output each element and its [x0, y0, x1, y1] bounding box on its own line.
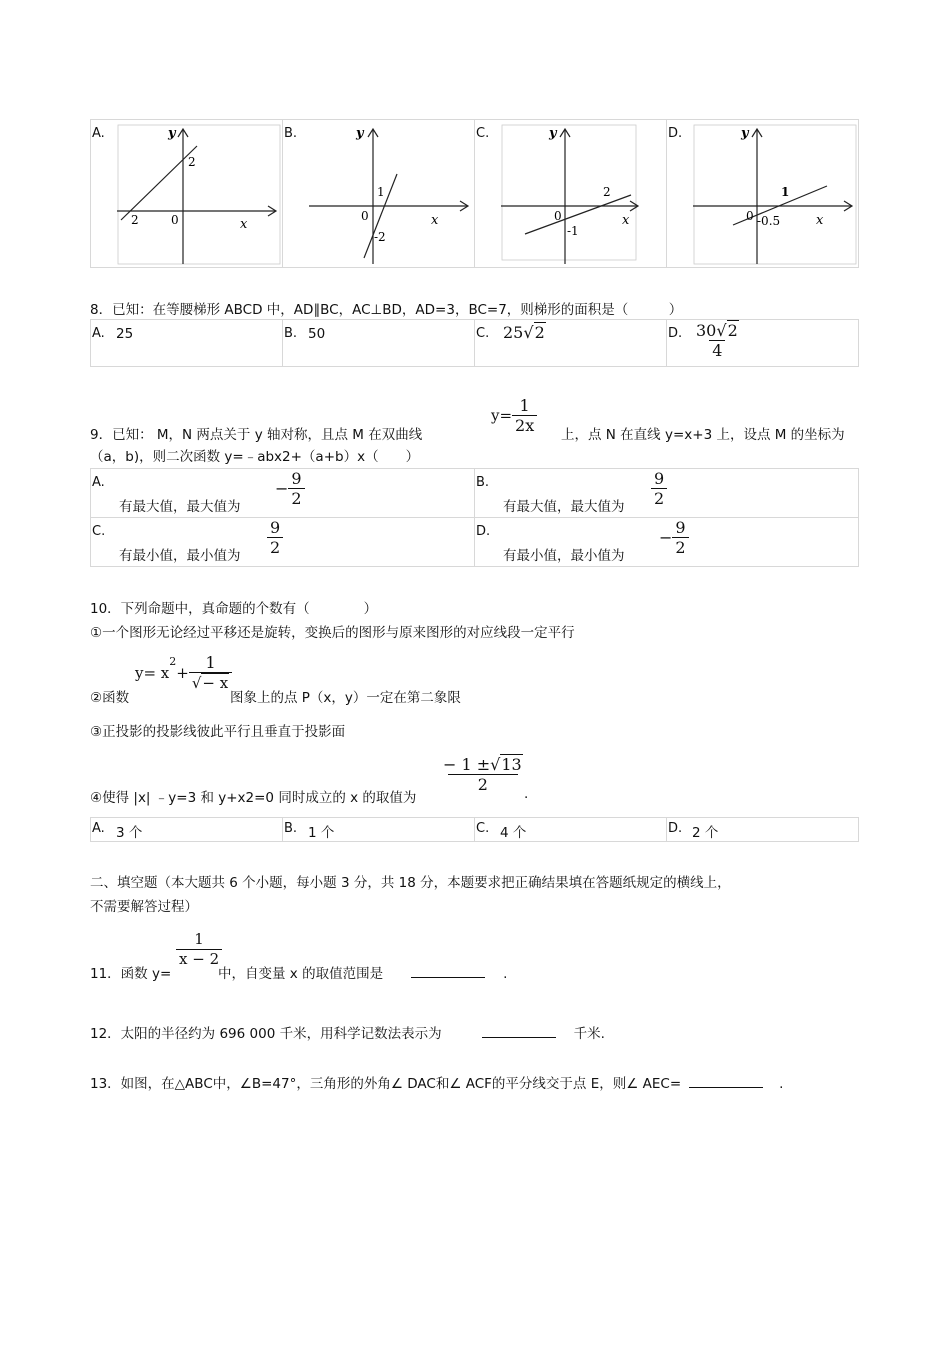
graph-frame: [694, 125, 856, 264]
q13-answer-blank[interactable]: [689, 1075, 763, 1088]
denominator: √− x: [189, 672, 232, 693]
q7-option-a[interactable]: [91, 120, 283, 268]
numerator: − 1 ±√13: [443, 755, 522, 774]
q10-option-a[interactable]: [91, 818, 283, 842]
fraction: [651, 469, 667, 508]
fraction: [288, 469, 304, 508]
q10-option-d[interactable]: [667, 818, 859, 842]
q9-stem-b: 上，点 N 在直线 y=x+3 上，设点 M 的坐标为: [561, 427, 845, 443]
q7-option-b[interactable]: [283, 120, 475, 268]
fraction: [267, 518, 283, 557]
q10-statement-4-post: .: [524, 786, 529, 802]
denominator: 2: [672, 537, 688, 557]
function-fraction: [189, 653, 232, 693]
origin-label: 0: [746, 209, 754, 223]
section-2-heading-line-2: 不需要解答过程）: [90, 899, 198, 915]
q11-mid-text: 中，自变量 x 的取值范围是: [218, 966, 384, 982]
y-intercept-label: -1: [567, 224, 579, 238]
q11-mid: [218, 962, 507, 982]
q11-answer-blank[interactable]: [411, 965, 485, 978]
option-value: 2 个: [692, 825, 719, 841]
option-label: D.: [668, 821, 683, 836]
x-intercept-label: 2: [131, 213, 139, 227]
option-text: 有最小值，最小值为: [503, 548, 625, 564]
q9-option-d[interactable]: [475, 518, 859, 567]
q10-statement-4-pre: ④使得 |x| ﹣y=3 和 y+x2=0 同时成立的 x 的取值为: [90, 790, 417, 806]
q9-stem-a: 9．已知： M，N 两点关于 y 轴对称，且点 M 在双曲线: [90, 427, 423, 443]
numerator: 1: [519, 396, 530, 415]
option-value: 50: [308, 326, 326, 342]
q7-option-c[interactable]: [475, 120, 667, 268]
graph-b: [307, 124, 474, 266]
y-intercept-label: 2: [188, 155, 196, 169]
q11-pre: 11．函数 y=: [90, 966, 172, 982]
numerator: 9: [270, 518, 281, 537]
q10-options-table: [90, 817, 859, 842]
q10-statement-4-fraction: [440, 754, 526, 794]
q11-post: .: [503, 966, 508, 982]
numerator: 9: [654, 469, 665, 488]
option-label: B.: [476, 475, 490, 490]
option-label: D.: [668, 326, 683, 341]
x-label: x: [431, 213, 439, 228]
denominator: 2: [267, 537, 283, 557]
q10-stem: 10．下列命题中，真命题的个数有（ ）: [90, 601, 378, 617]
function-lhs: y= x: [135, 664, 170, 682]
option-value: [267, 518, 283, 557]
q8-option-a[interactable]: [91, 320, 283, 367]
x-intercept-label: -0.5: [757, 214, 781, 228]
q10-option-c[interactable]: [475, 818, 667, 842]
x-label: x: [622, 213, 630, 228]
q12-answer-blank[interactable]: [482, 1025, 556, 1038]
numerator: 30√2: [696, 321, 738, 340]
option-label: D.: [476, 524, 491, 539]
q13-line: [90, 1072, 783, 1092]
option-value: [651, 469, 667, 508]
numerator: 1: [194, 930, 204, 948]
q9-hyperbola: [491, 396, 537, 435]
hyperbola-fraction: [512, 396, 537, 435]
denominator: 4: [709, 340, 725, 360]
graph-d: [691, 124, 858, 266]
q12-post: 千米.: [573, 1026, 605, 1042]
coefficient: 25: [503, 323, 524, 342]
option-value: [659, 518, 689, 557]
option-value: [275, 469, 305, 508]
option-label: A.: [92, 326, 105, 341]
denominator: x − 2: [176, 949, 222, 969]
option-value: 4 个: [500, 825, 527, 841]
option-text: 有最大值，最大值为: [119, 499, 241, 515]
graph-frame: [502, 125, 636, 260]
option-label: B.: [284, 821, 298, 836]
q13-post: .: [779, 1076, 784, 1092]
q8-option-b[interactable]: [283, 320, 475, 367]
y-intercept-label: 1: [781, 185, 790, 199]
option-label: B.: [284, 326, 298, 341]
hyperbola-lhs: y=: [491, 406, 513, 425]
numerator: 1: [205, 653, 216, 672]
q9-option-c[interactable]: [91, 518, 475, 567]
radicand: 2: [534, 323, 545, 342]
option-label: A.: [92, 126, 105, 141]
q8-stem: 8．已知：在等腰梯形 ABCD 中，AD∥BC，AC⊥BD，AD=3，BC=7，则梯形的面积是（ ）: [90, 302, 683, 318]
coefficient: 30: [696, 321, 717, 340]
numerator-prefix: − 1 ±: [443, 755, 491, 774]
option-label: C.: [476, 821, 490, 836]
option-value: 3 个: [116, 825, 143, 841]
fraction: [672, 518, 688, 557]
q10-statement-2-function: [135, 653, 232, 693]
option-fraction: [693, 320, 742, 360]
q9-stem-c: （a，b)，则二次函数 y=﹣abx2+（a+b）x（ ）: [90, 449, 420, 465]
graph-c: [499, 124, 666, 266]
numerator: 9: [291, 469, 302, 488]
x-intercept-label: 2: [603, 185, 611, 199]
q12-line: [90, 1022, 605, 1042]
q7-options-table: [90, 119, 859, 268]
x-label: x: [240, 217, 248, 232]
graph-a: [115, 124, 282, 266]
plus-sign: +: [176, 664, 189, 682]
sign: −: [275, 479, 289, 498]
q10-statement-2-post: 图象上的点 P（x，y）一定在第二象限: [230, 690, 461, 706]
q9-option-b[interactable]: [475, 469, 859, 518]
y-intercept-label: 1: [377, 185, 385, 199]
q9-options-table: [90, 468, 859, 567]
q13-pre: 13．如图，在△ABC中，∠B=47°，三角形的外角∠ DAC和∠ ACF的平分线交于点 E，则∠ AEC=: [90, 1076, 682, 1092]
y-label: y: [356, 126, 364, 141]
option-label: C.: [92, 524, 106, 539]
y-label: y: [549, 126, 557, 141]
sqrt-sign: √: [523, 323, 534, 342]
q7-option-d[interactable]: [667, 120, 859, 268]
option-value: 25: [116, 326, 134, 342]
q11-fraction: [176, 930, 222, 969]
sign: −: [659, 528, 673, 547]
denominator: 2: [448, 774, 518, 794]
exponent: 2: [169, 655, 177, 668]
option-label: B.: [284, 126, 298, 141]
option-text: 有最小值，最小值为: [119, 548, 241, 564]
radicand: 2: [727, 321, 738, 340]
q10-statement-1: ①一个图形无论经过平移还是旋转，变换后的图形与原来图形的对应线段一定平行: [90, 625, 575, 641]
denominator: 2: [288, 488, 304, 508]
denominator: 2: [651, 488, 667, 508]
q8-option-d[interactable]: [667, 320, 859, 367]
q10-statement-2-pre: ②函数: [90, 690, 130, 706]
q9-option-a[interactable]: [91, 469, 475, 518]
graph-frame: [118, 125, 280, 264]
origin-label: 0: [361, 209, 369, 223]
y-label: y: [168, 126, 176, 141]
q10-option-b[interactable]: [283, 818, 475, 842]
q10-statement-3: ③正投影的投影线彼此平行且垂直于投影面: [90, 724, 346, 740]
denominator: 2x: [512, 415, 537, 435]
origin-label: 0: [171, 213, 179, 227]
option-label: D.: [668, 126, 683, 141]
numerator: 9: [675, 518, 686, 537]
graph-line: [121, 146, 197, 220]
option-label: A.: [92, 821, 105, 836]
x-label: x: [816, 213, 824, 228]
q12-pre: 12．太阳的半径约为 696 000 千米，用科学记数法表示为: [90, 1026, 442, 1042]
option-label: C.: [476, 126, 490, 141]
section-2-heading-line-1: 二、填空题（本大题共 6 个小题，每小题 3 分，共 18 分，本题要求把正确结果填在答题纸规定的横线上，: [90, 875, 731, 891]
option-label: A.: [92, 475, 105, 490]
option-expression: [503, 322, 546, 342]
q8-options-table: [90, 319, 859, 367]
radicand: 13: [501, 755, 522, 774]
radicand: − x: [202, 674, 229, 692]
option-value: 1 个: [308, 825, 335, 841]
y-label: y: [741, 126, 749, 141]
origin-label: 0: [554, 209, 562, 223]
option-label: C.: [476, 326, 490, 341]
option-text: 有最大值，最大值为: [503, 499, 625, 515]
x-intercept-label: -2: [374, 230, 386, 244]
q8-option-c[interactable]: [475, 320, 667, 367]
